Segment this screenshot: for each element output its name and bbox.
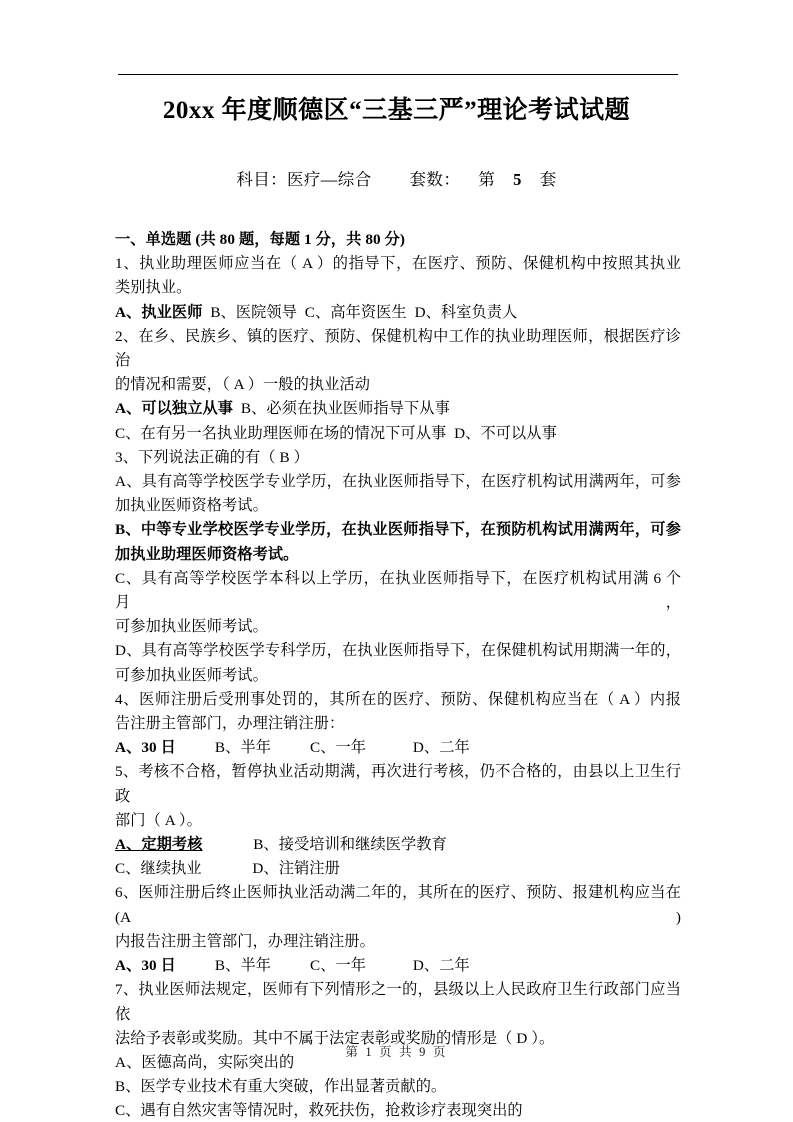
option-text-c: 一年 xyxy=(335,957,367,975)
option-text-a: 30 日 xyxy=(141,739,176,757)
question-6-stem xyxy=(115,881,681,954)
option-text-d: 不可以从事 xyxy=(480,424,557,442)
question-2-stem-line-2: 的情况和需要，（ A ）一般的执业活动 xyxy=(115,376,371,394)
option-text-c: 一年 xyxy=(335,739,367,757)
option-label-a: A、 xyxy=(115,836,142,854)
option-text-d: 注销注册 xyxy=(278,860,340,878)
option-label-b: B、 xyxy=(214,957,241,975)
option-text-b: 必须在执业医师指导下从事 xyxy=(266,400,450,418)
question-5-options-row-2 xyxy=(115,857,681,881)
question-5-options-row-1 xyxy=(115,833,681,857)
question-4-stem xyxy=(115,688,681,736)
option-label-a: A、 xyxy=(115,400,142,418)
question-6-stem-line-1: 6、医师注册后终止医师执业活动满二年的，其所在的医疗、预防、报建机构应当在(A ) xyxy=(115,884,681,926)
option-label-b: B、 xyxy=(253,836,279,854)
option-text-c: 继续执业 xyxy=(140,860,202,878)
option-text-d: 科室负责人 xyxy=(440,303,518,321)
question-3-option-b-line-1: B、中等专业学校医学专业学历，在执业医师指导下，在预防机构试用满两年，可参 xyxy=(115,521,681,539)
question-3-option-b xyxy=(115,518,681,566)
question-4-stem-line-2: 告注册主管部门，办理注销注册： xyxy=(115,715,345,733)
section-heading: 一、单选题 (共 80 题，每题 1 分，共 80 分) xyxy=(115,231,406,248)
page-title: 20xx 年度顺德区“三基三严”理论考试试题 xyxy=(162,97,631,124)
question-3-option-b-line-2: 加执业助理医师资格考试。 xyxy=(115,545,299,563)
option-label-a: A、 xyxy=(115,739,142,757)
option-text-b: 半年 xyxy=(240,957,272,975)
question-5-stem-line-1: 5、考核不合格，暂停执业活动期满，再次进行考核，仍不合格的，由县以上卫生行政 xyxy=(115,763,681,805)
option-label-a: A、 xyxy=(115,303,142,321)
subject-label: 科目：医疗—综合 xyxy=(236,170,372,189)
question-5-stem xyxy=(115,760,681,833)
question-6-options xyxy=(115,954,681,978)
option-text-d: 二年 xyxy=(439,957,470,975)
option-text-d: 二年 xyxy=(439,739,470,757)
question-7-option-c: C、遇有自然灾害等情况时，救死扶伤，抢救诊疗表现突出的 xyxy=(115,1102,523,1120)
option-label-b: B、 xyxy=(214,739,241,757)
exam-meta-line xyxy=(0,168,793,192)
set-suffix-label: 套 xyxy=(539,170,557,189)
question-7-option-a: A、医德高尚，实际突出的 xyxy=(115,1053,295,1071)
option-text-a: 执业医师 xyxy=(141,303,203,321)
option-label-b: B、 xyxy=(240,400,267,418)
question-3-option-a xyxy=(115,470,681,518)
question-7-stem-line-1: 7、执业医师法规定，医师有下列情形之一的，县级以上人民政府卫生行政部门应当依 xyxy=(115,981,681,1023)
option-label-d: D、 xyxy=(412,739,440,757)
option-label-b: B、 xyxy=(210,303,236,321)
option-label-a: A、 xyxy=(115,957,142,975)
question-3-option-a-line-2: 加执业医师资格考试。 xyxy=(115,497,268,515)
option-text-a: 定期考核 xyxy=(141,836,203,854)
option-text-b: 医院领导 xyxy=(235,303,297,321)
option-label-c: C、 xyxy=(115,860,141,878)
question-3-option-a-line-1: A、具有高等学校医学专业学历，在执业医师指导下，在医疗机构试用满两年，可参 xyxy=(115,473,681,491)
set-number-value: 5 xyxy=(513,170,522,189)
option-text-a: 可以独立从事 xyxy=(141,400,234,418)
question-3-option-c xyxy=(115,567,681,640)
question-4-options xyxy=(115,736,681,760)
question-2-stem-line-1: 2、在乡、民族乡、镇的医疗、预防、保健机构中工作的执业助理医师，根据医疗诊治 xyxy=(115,327,681,370)
question-3-option-c-line-2: 可参加执业医师考试。 xyxy=(115,618,268,636)
question-1-stem-line-2: 类别执业。 xyxy=(115,279,192,297)
option-text-a: 30 日 xyxy=(141,957,176,975)
question-5-stem-line-2: 部门（ A ）。 xyxy=(115,811,202,829)
question-2-stem xyxy=(115,325,681,398)
question-3-option-d-line-2: 可参加执业医师考试。 xyxy=(115,666,268,684)
option-label-c: C、 xyxy=(304,303,331,321)
header-separator-rule xyxy=(118,74,678,75)
option-text-b: 接受培训和继续医学教育 xyxy=(278,836,447,854)
question-4-stem-line-1: 4、医师注册后受刑事处罚的，其所在的医疗、预防、保健机构应当在（ A ）内报 xyxy=(115,690,681,708)
question-3-option-c-line-1: C、具有高等学校医学本科以上学历，在执业医师指导下，在医疗机构试用满 6 个月， xyxy=(115,569,681,612)
option-label-d: D、 xyxy=(414,303,441,321)
question-1-stem xyxy=(115,252,681,300)
question-3-option-d-line-1: D、具有高等学校医学专科学历，在执业医师指导下，在保健机构试用期满一年的， xyxy=(115,642,681,660)
option-label-c: C、 xyxy=(309,739,336,757)
option-label-c: C、 xyxy=(115,424,141,442)
question-7-stem-line-2: 法给予表彰或奖励。其中不属于法定表彰或奖励的情形是（ D ）。 xyxy=(115,1029,555,1047)
option-label-c: C、 xyxy=(309,957,336,975)
question-3-stem: 3、下列说法正确的有（ B ） xyxy=(115,448,309,466)
question-6-stem-line-2: 内报告注册主管部门，办理注销注册。 xyxy=(115,932,375,950)
option-label-d: D、 xyxy=(412,957,440,975)
option-text-c: 在有另一名执业助理医师在场的情况下可从事 xyxy=(140,424,447,442)
set-prefix-label: 第 xyxy=(478,170,496,189)
option-label-d: D、 xyxy=(454,424,481,442)
set-count-label: 套数： xyxy=(409,170,461,189)
question-7-option-b: B、医学专业技术有重大突破，作出显著贡献的。 xyxy=(115,1078,447,1096)
question-2-options-row-1 xyxy=(115,397,681,421)
option-text-c: 高年资医生 xyxy=(330,303,407,321)
question-1-options xyxy=(115,301,681,325)
page-number-footer: 第 1 页 共 9 页 xyxy=(345,1045,448,1059)
question-7-stem xyxy=(115,978,681,1051)
question-1-stem-line-1: 1、执业助理医师应当在（ A ）的指导下，在医疗、预防、保健机构中按照其执业 xyxy=(115,255,681,273)
question-3-option-d xyxy=(115,639,681,687)
option-label-d: D、 xyxy=(252,860,279,878)
exam-body xyxy=(115,228,681,1122)
option-text-b: 半年 xyxy=(240,739,272,757)
question-2-options-row-2 xyxy=(115,422,681,446)
